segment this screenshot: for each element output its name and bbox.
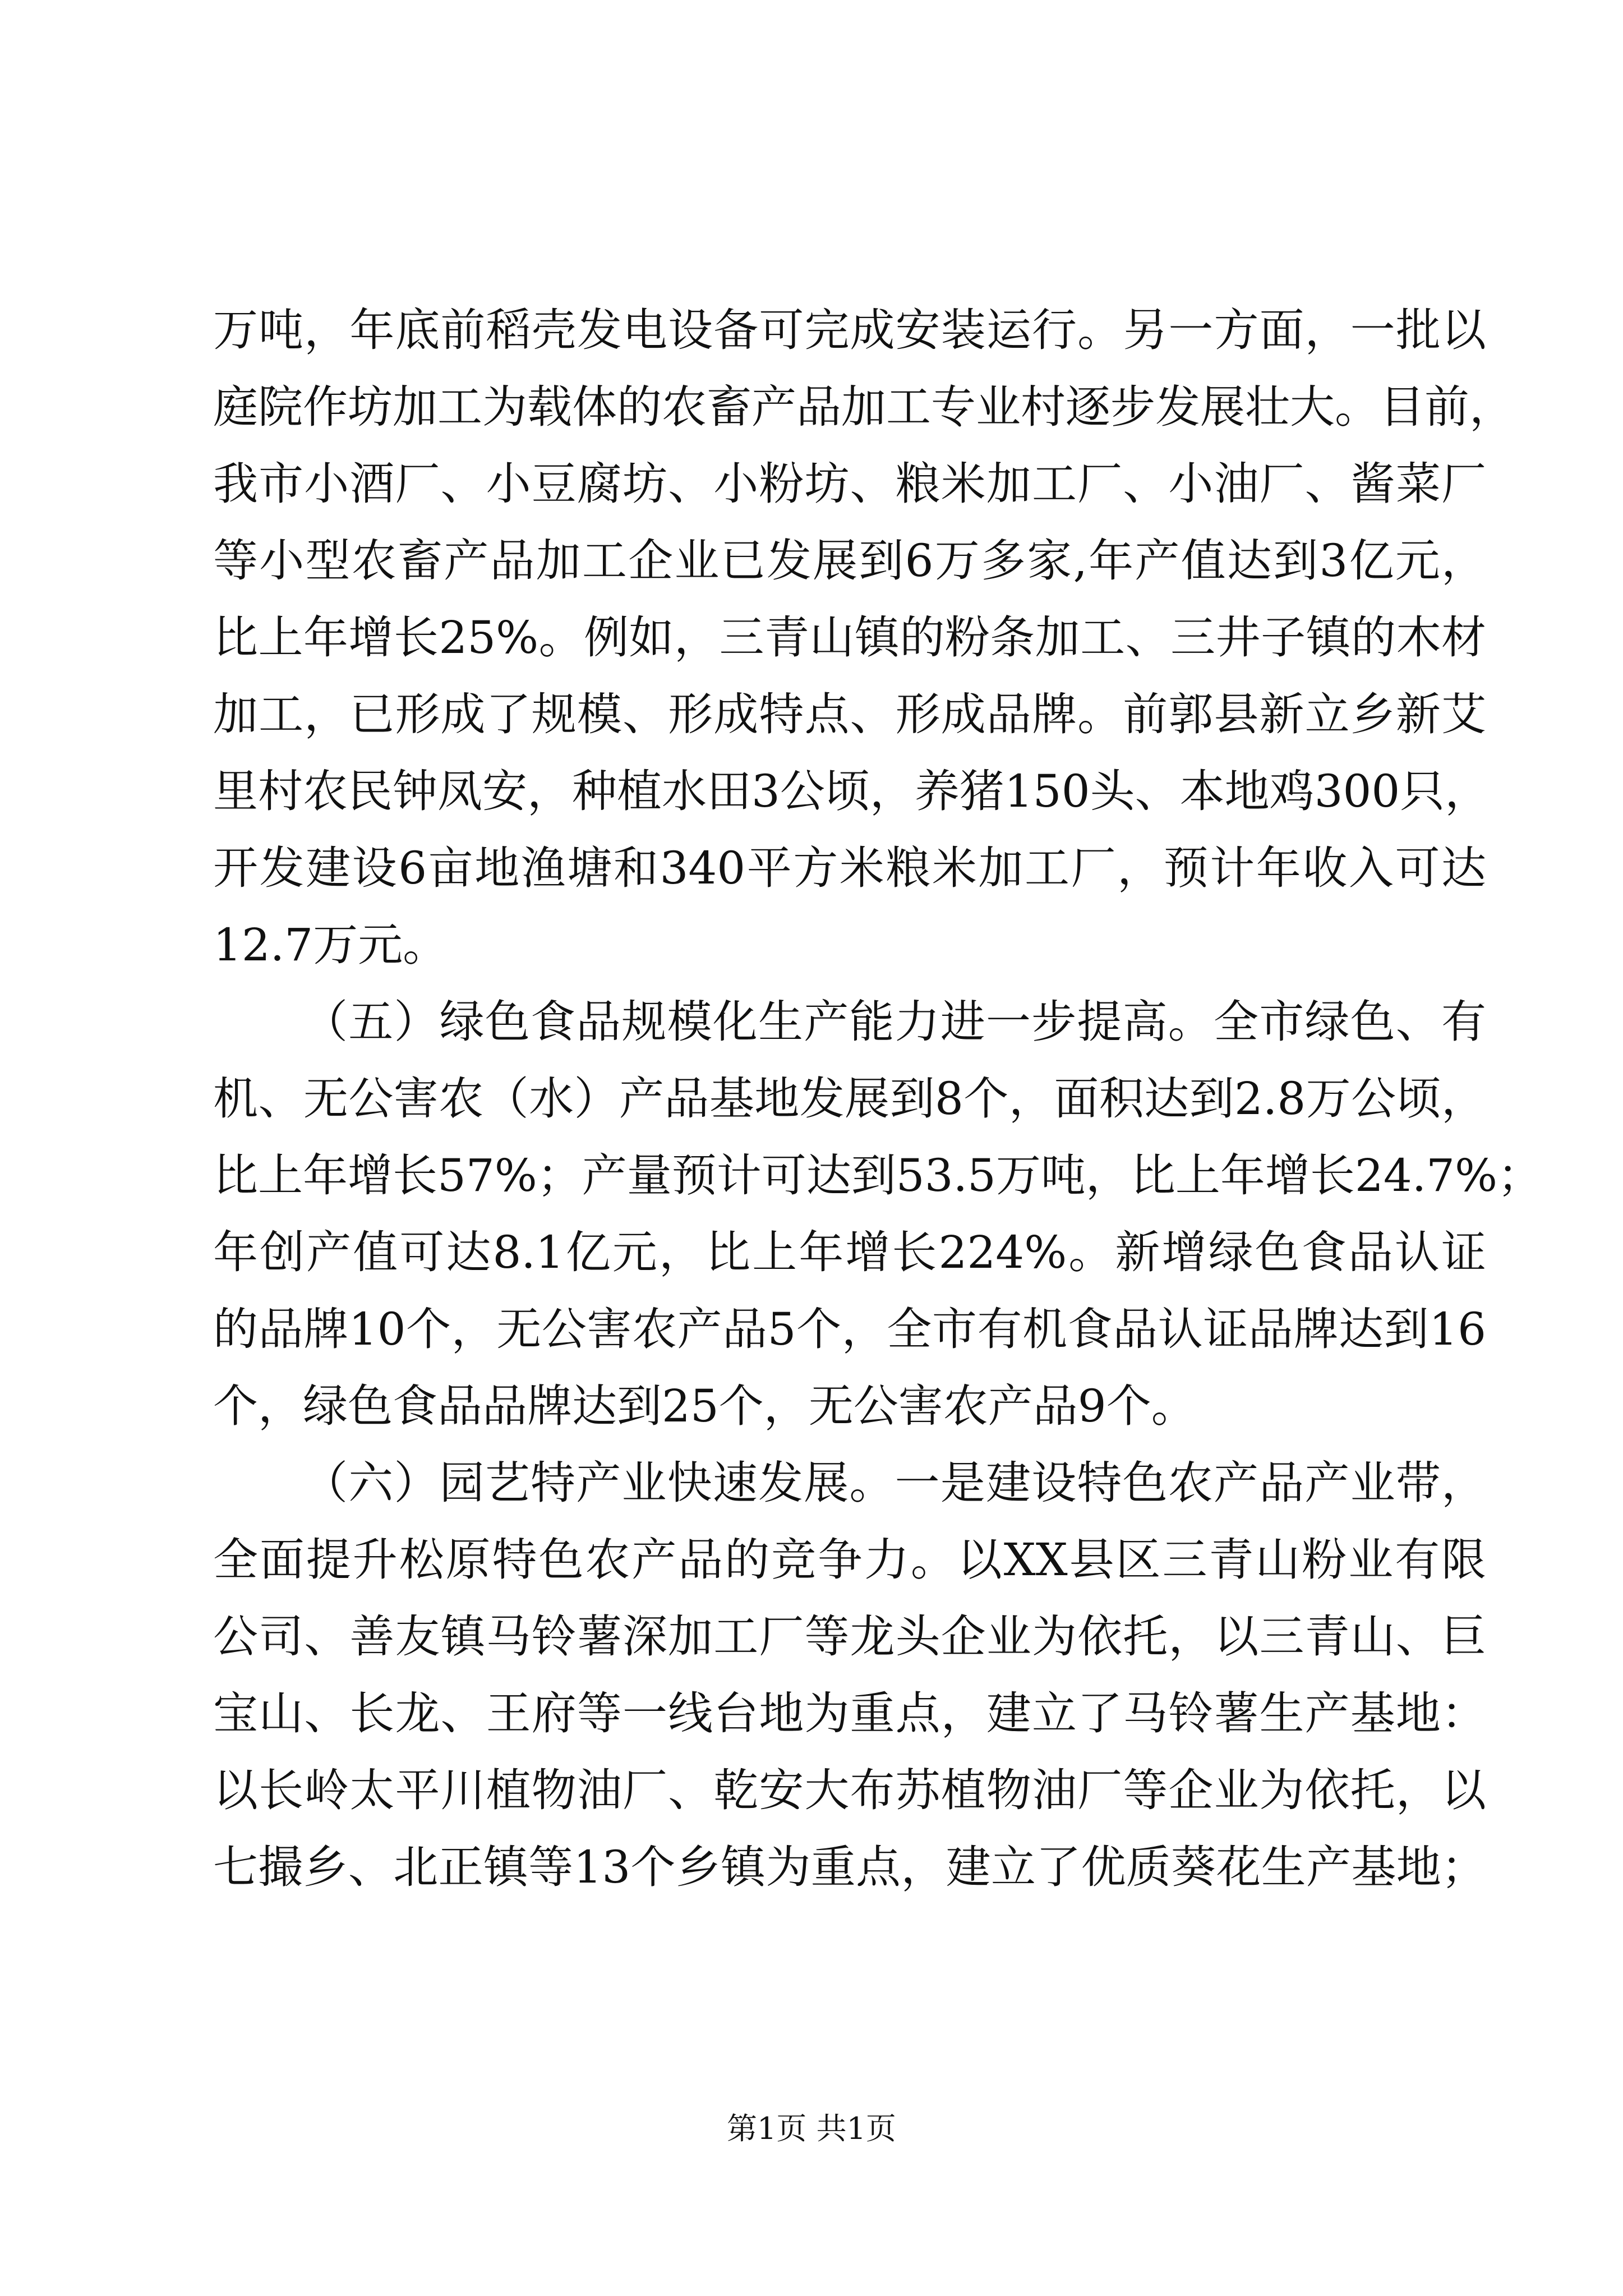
text-line: 加工，已形成了规模、形成特点、形成品牌。前郭县新立乡新艾	[213, 688, 1486, 740]
text-line: 七撮乡、北正镇等13个乡镇为重点，建立了优质葵花生产基地；	[213, 1841, 1486, 1893]
text-line: 机、无公害农（水）产品基地发展到8个，面积达到2.8万公顷，	[213, 1073, 1486, 1125]
text-line: 等小型农畜产品加工企业已发展到6万多家,年产值达到3亿元，	[213, 535, 1486, 587]
text-line: 全面提升松原特色农产品的竞争力。以XX县区三青山粉业有限	[213, 1534, 1486, 1586]
text-line: 比上年增长57%；产量预计可达到53.5万吨，比上年增长24.7%；	[213, 1149, 1543, 1202]
text-line: 个，绿色食品品牌达到25个，无公害农产品9个。	[213, 1380, 1196, 1432]
document-body	[213, 292, 1543, 1906]
text-line: 年创产值可达8.1亿元，比上年增长224%。新增绿色食品认证	[213, 1226, 1486, 1278]
text-line: 的品牌10个，无公害农产品5个，全市有机食品认证品牌达到16	[213, 1303, 1486, 1355]
text-line: 里村农民钟凤安，种植水田3公顷，养猪150头、本地鸡300只，	[213, 765, 1490, 817]
text-line: 开发建设6亩地渔塘和340平方米粮米加工厂，预计年收入可达	[213, 842, 1486, 894]
text-line: 万吨，年底前稻壳发电设备可完成安装运行。另一方面，一批以	[213, 304, 1486, 356]
text-line: 12.7万元。	[213, 919, 448, 971]
section-six-heading-line: （六）园艺特产业快速发展。一是建设特色农产品产业带，	[303, 1457, 1486, 1509]
text-line: 以长岭太平川植物油厂、乾安大布苏植物油厂等企业为依托，以	[213, 1764, 1486, 1816]
text-line: 比上年增长25%。例如，三青山镇的粉条加工、三井子镇的木材	[213, 611, 1486, 664]
text-line: 宝山、长龙、王府等一线台地为重点，建立了马铃薯生产基地：	[213, 1687, 1486, 1740]
text-line: 庭院作坊加工为载体的农畜产品加工专业村逐步发展壮大。目前，	[213, 381, 1514, 433]
text-line: 公司、善友镇马铃薯深加工厂等龙头企业为依托，以三青山、巨	[213, 1611, 1486, 1663]
page-number: 第1页 共1页	[727, 2111, 896, 2146]
section-five-heading-line: （五）绿色食品规模化生产能力进一步提高。全市绿色、有	[303, 996, 1486, 1048]
text-line: 我市小酒厂、小豆腐坊、小粉坊、粮米加工厂、小油厂、酱菜厂	[213, 458, 1486, 510]
